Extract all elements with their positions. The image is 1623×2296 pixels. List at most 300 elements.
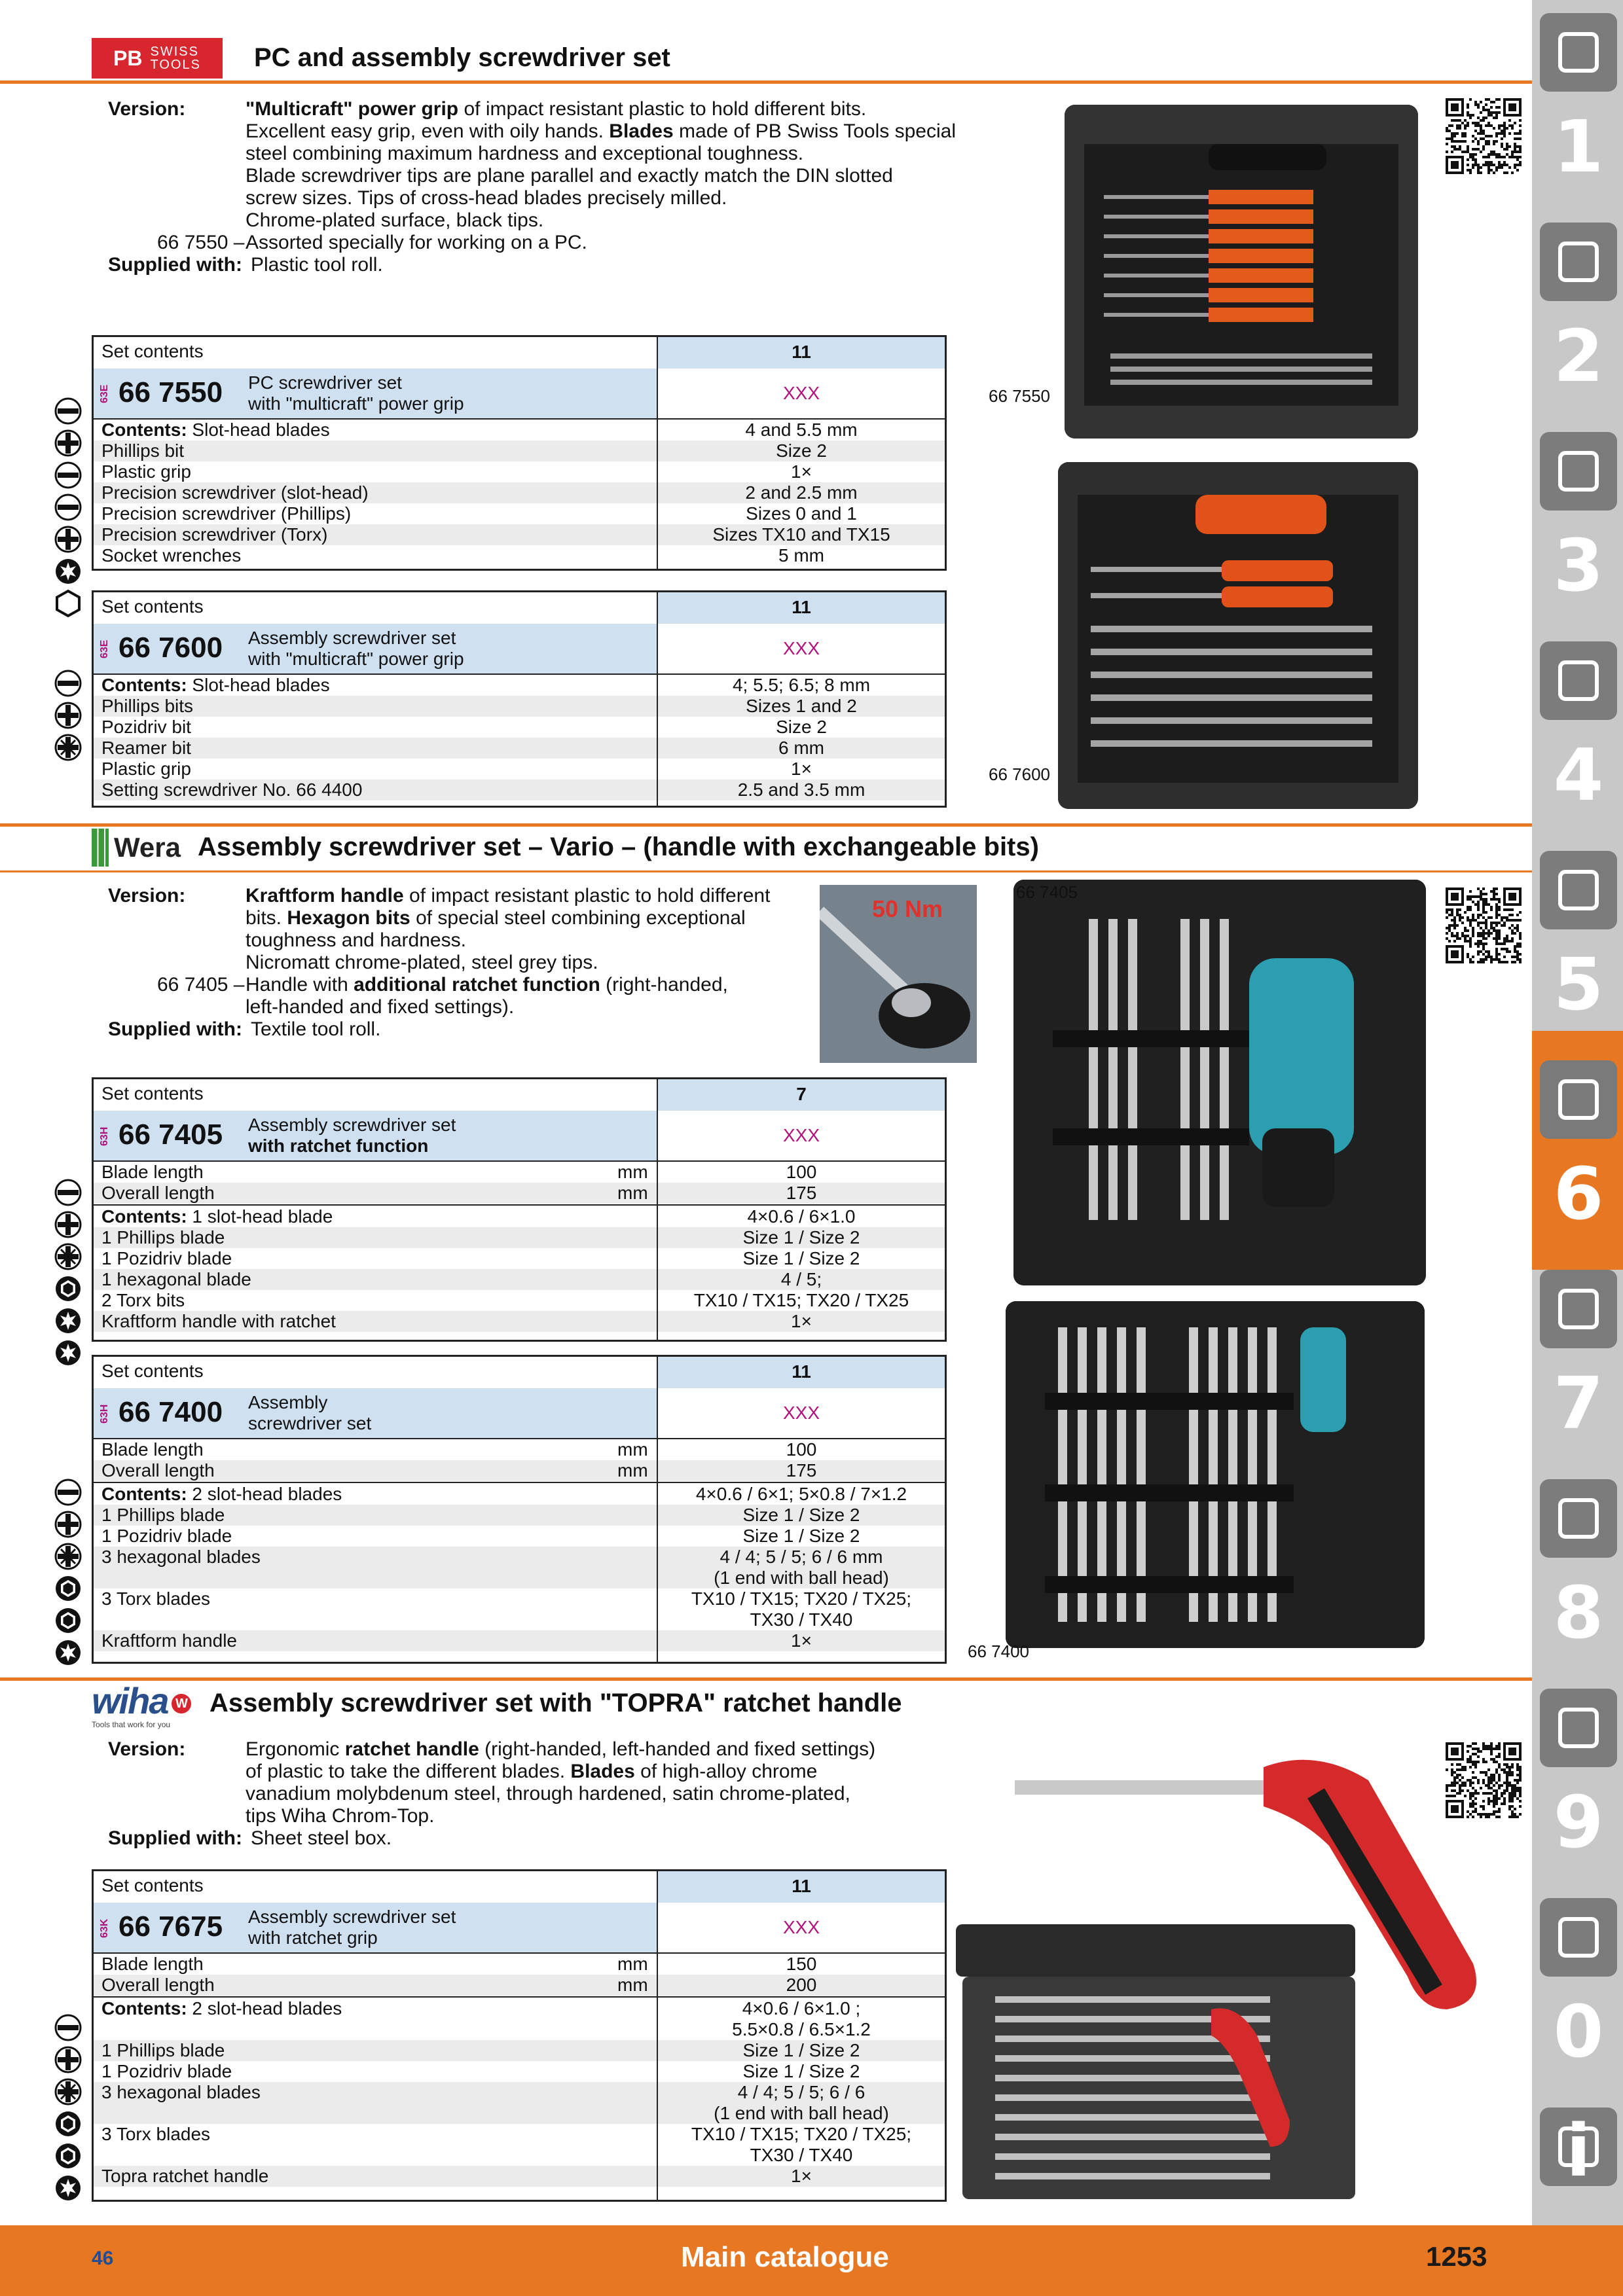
row-label [101, 2082, 261, 2103]
chapter-number[interactable]: 1 [1553, 105, 1604, 188]
chapter-number[interactable]: 3 [1553, 524, 1604, 607]
row-label-text: Blade length [101, 1439, 204, 1460]
wera-logo: Wera [92, 829, 181, 867]
row-label-text: Phillips bits [101, 696, 194, 716]
contents-row-cont [94, 2145, 945, 2166]
contents-label: Contents: [101, 420, 187, 440]
torx-icon [54, 2174, 82, 2202]
version-label: Version: [108, 1738, 186, 1760]
row-label-text: Slot-head blades [187, 675, 330, 695]
row-label-text: 3 hexagonal blades [101, 1547, 261, 1567]
row-label-text: Phillips bit [101, 440, 185, 461]
pozidriv-icon [54, 1542, 82, 1571]
supplied-text: Plastic tool roll. [251, 254, 383, 276]
text: Handle with [246, 974, 354, 996]
chapter-number[interactable]: 9 [1553, 1780, 1604, 1864]
chapter-tab-6[interactable] [1540, 1060, 1617, 1139]
description-line [246, 885, 770, 907]
row-label [101, 738, 191, 759]
group-code: 63H [99, 1404, 110, 1424]
article-row[interactable] [94, 1111, 945, 1162]
text: vanadium molybdenum steel, through hardened, satin chrome-plated, [246, 1783, 850, 1804]
contents-row [94, 2124, 945, 2145]
row-label [101, 420, 330, 440]
chapter-tab-icon [1552, 655, 1605, 707]
contents-row [94, 1290, 945, 1311]
article-row[interactable] [94, 1388, 945, 1439]
contents-label: Contents: [101, 675, 187, 695]
chapter-number[interactable]: 2 [1553, 314, 1604, 398]
row-label-text: 1 Pozidriv blade [101, 1526, 232, 1546]
row-label [101, 440, 184, 461]
screwdriver-roll-illustration [1058, 462, 1418, 809]
chapter-tab-icon [1552, 1911, 1605, 1964]
contents-row-cont [94, 2103, 945, 2124]
row-label [101, 1311, 336, 1332]
group-code: 63K [99, 1918, 110, 1938]
contents-row [94, 1269, 945, 1290]
chapter-tab-icon [1552, 445, 1605, 497]
table-header [94, 1871, 945, 1904]
chapter-tab-icon [1552, 1073, 1605, 1126]
phillips-icon [54, 1210, 82, 1239]
set-contents-label: Set contents [101, 1361, 204, 1381]
description-line [246, 952, 598, 974]
description-line [246, 98, 866, 120]
qr-code[interactable] [1446, 888, 1522, 963]
row-value: 4 / 4; 5 / 5; 6 / 6 [737, 2082, 866, 2102]
article-price: XXX [657, 1903, 945, 1952]
row-value: 2.5 and 3.5 mm [737, 780, 866, 800]
dimension-row [94, 1954, 945, 1975]
info-tab-label[interactable]: i [1566, 2109, 1591, 2193]
row-label-text: 1 Phillips blade [101, 1227, 225, 1247]
chapter-tab-9[interactable] [1540, 1689, 1617, 1767]
article-name-line2: screwdriver set [248, 1413, 372, 1433]
text: Ergonomic [246, 1738, 345, 1760]
table-column-divider [657, 1160, 658, 1340]
row-label-text: Socket wrenches [101, 545, 242, 565]
text: screw sizes. Tips of cross-head blades precisely milled. [246, 187, 727, 209]
set-count: 11 [657, 337, 945, 368]
article-number: 66 7400 [119, 1396, 223, 1428]
row-label-text: 1 Phillips blade [101, 1505, 225, 1525]
supplied-label: Supplied with: [108, 254, 242, 276]
bold-text: Kraftform handle [246, 885, 404, 906]
wiha-logo: wiha W Tools that work for you [92, 1679, 191, 1722]
drive-type-icons [54, 669, 86, 765]
version-label: Version: [108, 885, 186, 906]
row-label-text: 1 Pozidriv blade [101, 2061, 232, 2081]
article-row[interactable] [94, 368, 945, 420]
article-row[interactable] [94, 1903, 945, 1954]
description-line [246, 1805, 434, 1827]
chapter-tab-icon [1552, 1702, 1605, 1754]
chapter-tab-2[interactable] [1540, 223, 1617, 301]
row-value: 100 [786, 1162, 817, 1182]
phillips-icon [54, 429, 82, 457]
article-number: 66 7550 [119, 376, 223, 408]
text: made of PB Swiss Tools special [673, 120, 956, 142]
wiha-mark-icon: W [172, 1694, 191, 1713]
row-value: TX10 / TX15; TX20 / TX25; [691, 2124, 912, 2144]
product-photo-667550 [1065, 105, 1418, 439]
description-line [246, 1738, 875, 1761]
slot-head-icon [54, 461, 82, 490]
table-separator [94, 1482, 945, 1483]
description-line [246, 1761, 817, 1783]
chapter-tab-icon [1552, 864, 1605, 916]
section-title: Assembly screwdriver set – Vario – (handle with exchangeable bits) [198, 833, 1039, 861]
torx-icon [54, 1306, 82, 1335]
dimension-row [94, 1975, 945, 1996]
row-label-text: Blade length [101, 1162, 204, 1182]
text: steel combining maximum hardness and exceptional toughness. [246, 143, 804, 164]
row-unit: mm [617, 1439, 648, 1460]
contents-row [94, 1526, 945, 1547]
product-table-667600 [92, 590, 947, 808]
row-label [101, 2166, 268, 2187]
product-table-667400 [92, 1355, 947, 1664]
contents-row [94, 2040, 945, 2061]
row-value: TX30 / TX40 [750, 2145, 853, 2165]
chapter-number[interactable]: 8 [1553, 1571, 1604, 1655]
row-value: (1 end with ball head) [714, 2103, 889, 2123]
row-label [101, 1547, 261, 1568]
description-line [246, 187, 727, 209]
qr-code[interactable] [1446, 1742, 1522, 1818]
row-label [101, 2124, 210, 2145]
row-value: 6 mm [778, 738, 824, 758]
product-photo-667600 [1058, 462, 1418, 809]
article-name-line2: with "multicraft" power grip [248, 393, 464, 414]
description-line [246, 209, 543, 232]
contents-row [94, 545, 945, 566]
article-name: Assembly screwdriver set [248, 628, 456, 648]
row-value: Size 1 / Size 2 [742, 1505, 860, 1525]
text: Excellent easy grip, even with oily hands. [246, 120, 610, 142]
contents-label: Contents: [101, 1484, 187, 1504]
row-value: TX10 / TX15; TX20 / TX25; [691, 1588, 912, 1609]
dimension-row [94, 1439, 945, 1460]
contents-row-cont [94, 1568, 945, 1588]
contents-row [94, 1311, 945, 1332]
row-label-text: Precision screwdriver (Torx) [101, 524, 328, 545]
row-label [101, 1505, 225, 1526]
contents-row-cont [94, 1609, 945, 1630]
contents-row [94, 2166, 945, 2187]
row-value: 4×0.6 / 6×1.0 [747, 1206, 856, 1227]
row-value: 4 / 4; 5 / 5; 6 / 6 mm [720, 1547, 883, 1567]
row-label [101, 1954, 204, 1975]
contents-row [94, 2082, 945, 2103]
row-label-text: 2 Torx bits [101, 1290, 185, 1310]
row-value: 4 / 5; [780, 1269, 822, 1289]
table-header [94, 592, 945, 625]
torque-badge: 50 Nm [872, 895, 943, 922]
chapter-tab-8[interactable] [1540, 1479, 1617, 1558]
row-value: 4; 5.5; 6.5; 8 mm [732, 675, 871, 695]
contents-row [94, 1206, 945, 1227]
chapter-tab-0[interactable] [1540, 1898, 1617, 1977]
contents-label: Contents: [101, 1998, 187, 2018]
description-line [246, 907, 746, 929]
row-label-text: 1 hexagonal blade [101, 1269, 251, 1289]
row-label [101, 1630, 237, 1651]
text: Blade screwdriver tips are plane parallel and exactly match the DIN slotted [246, 165, 893, 187]
bold-text: Blades [570, 1761, 635, 1782]
row-value: 175 [786, 1183, 817, 1203]
dimension-row [94, 1460, 945, 1481]
product-photo-667400 [1006, 1301, 1425, 1648]
footer-page-left: 46 [92, 2248, 114, 2269]
row-label-text: Pozidriv bit [101, 717, 191, 737]
bold-text: Hexagon bits [287, 907, 410, 929]
row-value: 1× [791, 461, 812, 482]
set-count: 7 [657, 1079, 945, 1111]
hexagon-icon [54, 2109, 82, 2138]
row-label [101, 1460, 215, 1481]
chapter-number[interactable]: 7 [1553, 1361, 1604, 1445]
contents-row [94, 2061, 945, 2082]
group-code: 63E [99, 639, 110, 659]
bold-text: Blades [609, 120, 674, 142]
table-separator [94, 1996, 945, 1998]
row-label [101, 1269, 251, 1290]
set-count: 11 [657, 1871, 945, 1903]
row-value: Size 1 / Size 2 [742, 1526, 860, 1546]
pozidriv-icon [54, 2077, 82, 2106]
text: of special steel combining exceptional [410, 907, 746, 929]
text: of high-alloy chrome [634, 1761, 818, 1782]
version-label: Version: [108, 98, 186, 120]
text: toughness and hardness. [246, 929, 466, 951]
description-line [246, 1783, 850, 1805]
row-value: Size 1 / Size 2 [742, 2061, 860, 2081]
row-label-text: Precision screwdriver (slot-head) [101, 482, 369, 503]
row-label-text: 1 Pozidriv blade [101, 1248, 232, 1268]
slot-head-icon [54, 2013, 82, 2042]
phillips-icon [54, 701, 82, 730]
row-label [101, 717, 191, 738]
chapter-number[interactable]: 0 [1553, 1990, 1604, 2073]
row-value: 2 and 2.5 mm [745, 482, 858, 503]
article-number: 66 7675 [119, 1910, 223, 1943]
row-label [101, 759, 191, 780]
description-line [246, 143, 803, 165]
contents-row [94, 461, 945, 482]
set-count: 11 [657, 1357, 945, 1388]
row-label-text: Plastic grip [101, 759, 191, 779]
row-label-text: 3 Torx blades [101, 2124, 211, 2144]
row-label [101, 2061, 232, 2082]
supplied-label: Supplied with: [108, 1827, 242, 1849]
row-label [101, 2040, 225, 2061]
chapter-tab-1[interactable] [1540, 13, 1617, 92]
dimension-row [94, 1162, 945, 1183]
table-header [94, 1079, 945, 1112]
dimension-row [94, 1183, 945, 1204]
row-label-text: Overall length [101, 1183, 215, 1203]
supplied-text: Textile tool roll. [251, 1018, 381, 1040]
row-value: Sizes 0 and 1 [746, 503, 857, 524]
slot-head-icon [54, 1178, 82, 1207]
drive-type-icons [54, 1478, 86, 1670]
set-count: 11 [657, 592, 945, 624]
row-label-text: Overall length [101, 1460, 215, 1480]
screwdriver-roll-illustration [1065, 105, 1418, 439]
group-code: 63E [99, 384, 110, 404]
contents-label: Contents: [101, 1206, 187, 1227]
row-value: TX10 / TX15; TX20 / TX25 [693, 1290, 909, 1310]
article-price: XXX [657, 368, 945, 418]
row-label-text: Plastic grip [101, 461, 191, 482]
row-label-text: Reamer bit [101, 738, 191, 758]
contents-row [94, 1588, 945, 1609]
row-value: 100 [786, 1439, 817, 1460]
contents-row [94, 1630, 945, 1651]
row-label [101, 1526, 232, 1547]
row-label-text: Kraftform handle [101, 1630, 237, 1651]
row-label-text: 3 hexagonal blades [101, 2082, 261, 2102]
row-label [101, 545, 241, 566]
chapter-tab-7[interactable] [1540, 1270, 1617, 1348]
slot-head-icon [54, 397, 82, 425]
row-label [101, 524, 327, 545]
row-unit: mm [617, 1975, 648, 1995]
row-label-text: 2 slot-head blades [187, 1998, 342, 2018]
table-header [94, 337, 945, 370]
section-title: PC and assembly screwdriver set [254, 43, 670, 72]
row-value: 4×0.6 / 6×1; 5×0.8 / 7×1.2 [695, 1484, 907, 1504]
contents-row [94, 1998, 945, 2019]
row-value: Size 1 / Size 2 [742, 2040, 860, 2060]
row-unit: mm [617, 1162, 648, 1182]
row-value: 5 mm [778, 545, 824, 565]
hexagon-icon [54, 1274, 82, 1303]
topra-ratchet-illustration [949, 1728, 1506, 2212]
row-label-text: Precision screwdriver (Phillips) [101, 503, 352, 524]
chapter-tab-icon [1552, 236, 1605, 288]
row-label [101, 1183, 215, 1204]
contents-row [94, 717, 945, 738]
article-name: Assembly [248, 1392, 328, 1412]
supplied-text: Sheet steel box. [251, 1827, 392, 1849]
row-value: 1× [791, 1311, 812, 1331]
contents-row [94, 482, 945, 503]
pozidriv-icon [54, 733, 82, 762]
drive-type-icons [54, 397, 86, 621]
row-value: 1× [791, 1630, 812, 1651]
bold-text: ratchet handle [344, 1738, 479, 1760]
chapter-tab-3[interactable] [1540, 432, 1617, 511]
bold-text: additional ratchet function [354, 974, 600, 996]
article-name: PC screwdriver set [248, 372, 402, 393]
row-unit: mm [617, 1460, 648, 1480]
description-line [246, 165, 893, 187]
torx-icon [54, 1638, 82, 1667]
row-value: 1× [791, 2166, 812, 2186]
article-price: XXX [657, 1111, 945, 1160]
row-value: Size 2 [776, 717, 827, 737]
text: of plastic to take the different blades. [246, 1761, 571, 1782]
row-value: 175 [786, 1460, 817, 1480]
table-column-divider [657, 1952, 658, 2200]
product-photo-667675 [949, 1728, 1506, 2212]
contents-row [94, 1547, 945, 1568]
row-label-text: 3 Torx blades [101, 1588, 211, 1609]
description-line [246, 929, 466, 952]
row-value: 200 [786, 1975, 817, 1995]
row-label [101, 1998, 342, 2019]
article-row[interactable] [94, 624, 945, 675]
phillips-icon [54, 2045, 82, 2074]
variant-text: left-handed and fixed settings). [246, 996, 515, 1018]
footer-title: Main catalogue [681, 2241, 889, 2273]
section-title: Assembly screwdriver set with "TOPRA" ratchet handle [210, 1689, 902, 1717]
wiha-tagline: Tools that work for you [92, 1720, 171, 1729]
contents-row [94, 420, 945, 440]
vario-roll-illustration [1013, 880, 1426, 1285]
row-value: 150 [786, 1954, 817, 1974]
row-label [101, 1290, 185, 1311]
drive-type-icons [54, 1178, 86, 1371]
photo-caption: 66 7400 [968, 1641, 1029, 1661]
supplied-label: Supplied with: [108, 1018, 242, 1040]
chapter-tab-5[interactable] [1540, 851, 1617, 929]
row-value: Size 1 / Size 2 [742, 1227, 860, 1247]
phillips-icon [54, 1510, 82, 1539]
row-label [101, 1162, 204, 1183]
row-label [101, 1439, 204, 1460]
qr-code[interactable] [1446, 98, 1522, 174]
row-value: 5.5×0.8 / 6.5×1.2 [732, 2019, 871, 2039]
table-separator [94, 1204, 945, 1206]
chapter-number[interactable]: 6 [1553, 1152, 1604, 1236]
chapter-tab-4[interactable] [1540, 641, 1617, 720]
contents-row [94, 696, 945, 717]
row-value: Sizes 1 and 2 [746, 696, 857, 716]
section-divider [0, 81, 1532, 84]
row-label [101, 461, 191, 482]
contents-row-cont [94, 2019, 945, 2040]
chapter-number[interactable]: 4 [1553, 733, 1604, 817]
row-label-text: 1 slot-head blade [187, 1206, 333, 1227]
row-label-text: Setting screwdriver No. 66 4400 [101, 780, 363, 800]
footer-page-right: 1253 [1426, 2241, 1487, 2272]
phillips-icon [54, 525, 82, 554]
row-label [101, 780, 362, 800]
contents-row [94, 524, 945, 545]
chapter-number[interactable]: 5 [1553, 942, 1604, 1026]
slot-head-icon [54, 493, 82, 522]
row-label [101, 1248, 232, 1269]
row-value: 1× [791, 759, 812, 779]
wera-mark-icon [92, 829, 109, 867]
row-unit: mm [617, 1183, 648, 1203]
contents-row [94, 1227, 945, 1248]
contents-row [94, 759, 945, 780]
photo-caption: 66 7405 [1016, 882, 1078, 902]
row-value: 4×0.6 / 6×1.0 ; [742, 1998, 861, 2018]
row-label [101, 1975, 215, 1996]
pozidriv-icon [54, 1242, 82, 1271]
hexagon-icon [54, 1606, 82, 1635]
table-column-divider [657, 673, 658, 806]
row-value: Sizes TX10 and TX15 [712, 524, 890, 545]
text: of impact resistant plastic to hold different bits. [458, 98, 867, 120]
article-name-line2: with ratchet grip [248, 1928, 378, 1948]
